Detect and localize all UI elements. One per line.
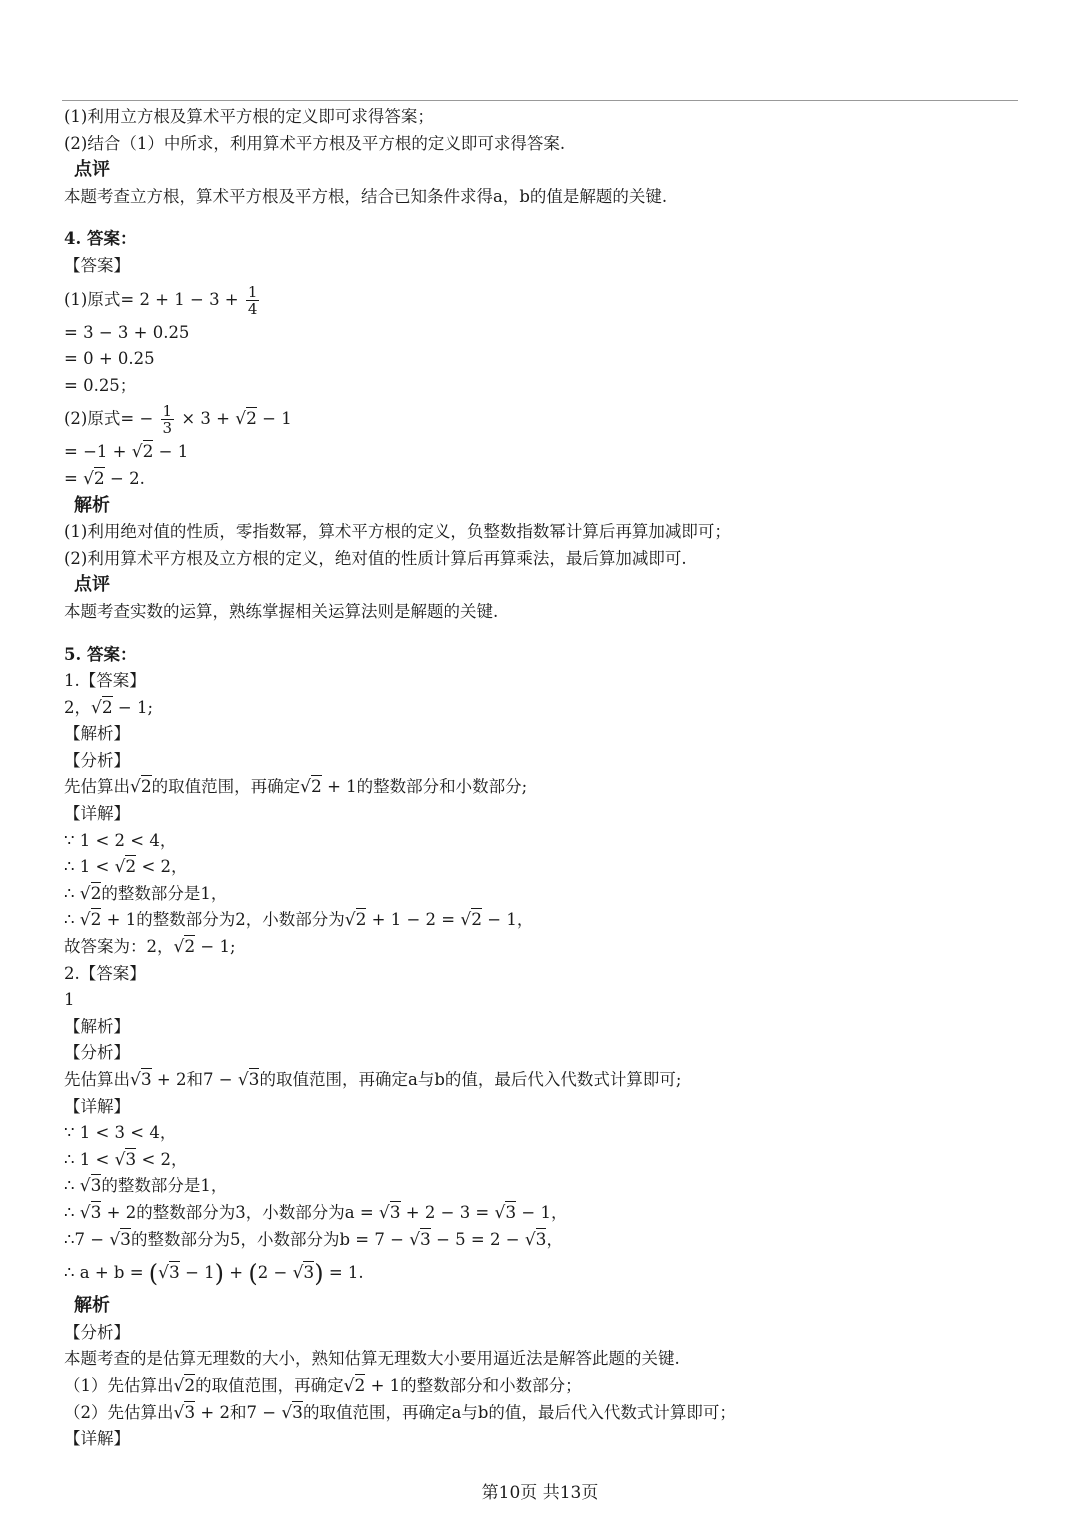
- math-line: 故答案为：2，√2 − 1;: [64, 937, 236, 958]
- sqrt: √3: [409, 1229, 431, 1250]
- label-line: 【解析】: [64, 724, 130, 744]
- label-line: 【解析】: [64, 1016, 130, 1036]
- sqrt: √3: [494, 1202, 517, 1223]
- page-number: 第10页 共13页: [481, 1483, 599, 1503]
- math-line: 2，√2 − 1;: [64, 697, 154, 718]
- math-line: （2）先估算出√3 + 2和7 − √3的取值范围，再确定a与b的值，最后代入代数式计算即可；: [64, 1402, 736, 1423]
- math-line: ∴ 1 < √3 < 2，: [64, 1149, 188, 1170]
- sqrt: √2: [130, 777, 152, 798]
- sqrt: √3: [130, 1070, 152, 1090]
- math-line: = −1 + √2 − 1: [64, 442, 189, 463]
- header-rule: [62, 100, 1018, 101]
- sqrt: √3: [79, 1176, 102, 1197]
- text-line: (2)结合（1）中所求，利用算术平方根及平方根的定义即可求得答案.: [64, 133, 566, 153]
- math-line: 1: [64, 990, 75, 1010]
- math-line: ∴ √2 + 1的整数部分为2，小数部分为√2 + 1 − 2 = √2 − 1，: [64, 910, 534, 931]
- label-line: 【详解】: [64, 804, 130, 824]
- sqrt: √2: [344, 910, 367, 931]
- math-line: ∵ 1 < 2 < 4，: [64, 830, 177, 850]
- math-line: ∴ √3的整数部分是1，: [64, 1176, 228, 1197]
- answer-label: 2.【答案】: [64, 963, 146, 983]
- math-line: 先估算出√2的取值范围，再确定√2 + 1的整数部分和小数部分;: [64, 777, 528, 798]
- sqrt: √2: [300, 777, 322, 798]
- sqrt: √3: [114, 1149, 137, 1170]
- label-line: 【分析】: [64, 750, 130, 770]
- math-line: (2)原式= − $\frac{1}{3}$ × 3 + √2 − 1: [64, 402, 292, 438]
- sqrt: √2: [235, 409, 257, 430]
- answer-label: 【答案】: [64, 255, 130, 275]
- sqrt: √2: [131, 442, 154, 463]
- sqrt: √3: [281, 1402, 303, 1423]
- math-line: （1）先估算出√2的取值范围，再确定√2 + 1的整数部分和小数部分；: [64, 1375, 582, 1396]
- label-line: 【分析】: [64, 1322, 130, 1342]
- math-line: ∴ √3 + 2的整数部分为3，小数部分为a = √3 + 2 − 3 = √3 − 1，: [64, 1202, 568, 1223]
- sqrt: √2: [83, 468, 105, 489]
- page-content: [64, 104, 1024, 1453]
- text-line: 本题考查的是估算无理数的大小，熟知估算无理数大小要用逼近法是解答此题的关键.: [64, 1349, 680, 1369]
- label-line: 【分析】: [64, 1043, 130, 1063]
- math-line: ∴ √2的整数部分是1，: [64, 883, 228, 904]
- text-line: (2)利用算术平方根及立方根的定义，绝对值的性质计算后再算乘法，最后算加减即可.: [64, 548, 687, 568]
- text-line: (1)利用绝对值的性质，零指数幂，算术平方根的定义，负整数指数幂计算后再算加减即可；: [64, 522, 731, 542]
- math-line: = 0 + 0.25: [64, 349, 155, 369]
- answer-label: 1.【答案】: [64, 671, 146, 691]
- sqrt: √2: [460, 910, 483, 931]
- math-line: ∴ a + b = (√3 − 1) + (2 − √3) = 1.: [64, 1259, 364, 1288]
- math-line: ∴7 − √3的整数部分为5，小数部分为b = 7 − √3 − 5 = 2 − √3，: [64, 1229, 563, 1250]
- text-line: 本题考查立方根，算术平方根及平方根，结合已知条件求得a，b的值是解题的关键.: [64, 186, 668, 206]
- text-line: (1)利用立方根及算术平方根的定义即可求得答案；: [64, 107, 434, 126]
- sqrt: √3: [524, 1229, 547, 1250]
- math-line: = 0.25；: [64, 375, 137, 395]
- section-heading: 点评: [74, 574, 110, 596]
- sqrt: √3: [158, 1263, 180, 1284]
- sqrt: √3: [378, 1202, 401, 1223]
- math-line: = √2 − 2.: [64, 468, 145, 489]
- section-heading: 解析: [74, 494, 110, 516]
- math-line: 先估算出√3 + 2和7 − √3的取值范围，再确定a与b的值，最后代入代数式计算即可;: [64, 1070, 682, 1090]
- text-line: 本题考查实数的运算，熟练掌握相关运算法则是解题的关键.: [64, 601, 499, 621]
- sqrt: √2: [79, 910, 102, 931]
- section-heading: 解析: [74, 1295, 110, 1317]
- sqrt: √3: [79, 1202, 102, 1223]
- fraction: $\frac{1}{4}$: [247, 282, 258, 318]
- sqrt: √2: [173, 1375, 196, 1396]
- sqrt: √2: [343, 1375, 366, 1396]
- sqrt: √3: [237, 1070, 260, 1090]
- math-line: ∴ 1 < √2 < 2，: [64, 857, 188, 878]
- sqrt: √3: [173, 1402, 196, 1423]
- sqrt: √2: [91, 697, 113, 718]
- section-heading: 点评: [74, 159, 110, 181]
- math-line: = 3 − 3 + 0.25: [64, 322, 190, 342]
- question-heading: 5. 答案：: [64, 644, 137, 664]
- label-line: 【详解】: [64, 1096, 130, 1116]
- label-line: 【详解】: [64, 1429, 130, 1449]
- sqrt: √3: [109, 1229, 131, 1250]
- sqrt: √2: [173, 937, 196, 958]
- math-line: (1)原式= 2 + 1 − 3 + $\frac{1}{4}$: [64, 282, 258, 318]
- math-line: ∵ 1 < 3 < 4，: [64, 1123, 177, 1143]
- sqrt: √2: [79, 883, 102, 904]
- question-heading: 4. 答案：: [64, 229, 137, 249]
- sqrt: √3: [292, 1263, 315, 1284]
- fraction: $\frac{1}{3}$: [162, 402, 173, 438]
- sqrt: √2: [114, 857, 137, 878]
